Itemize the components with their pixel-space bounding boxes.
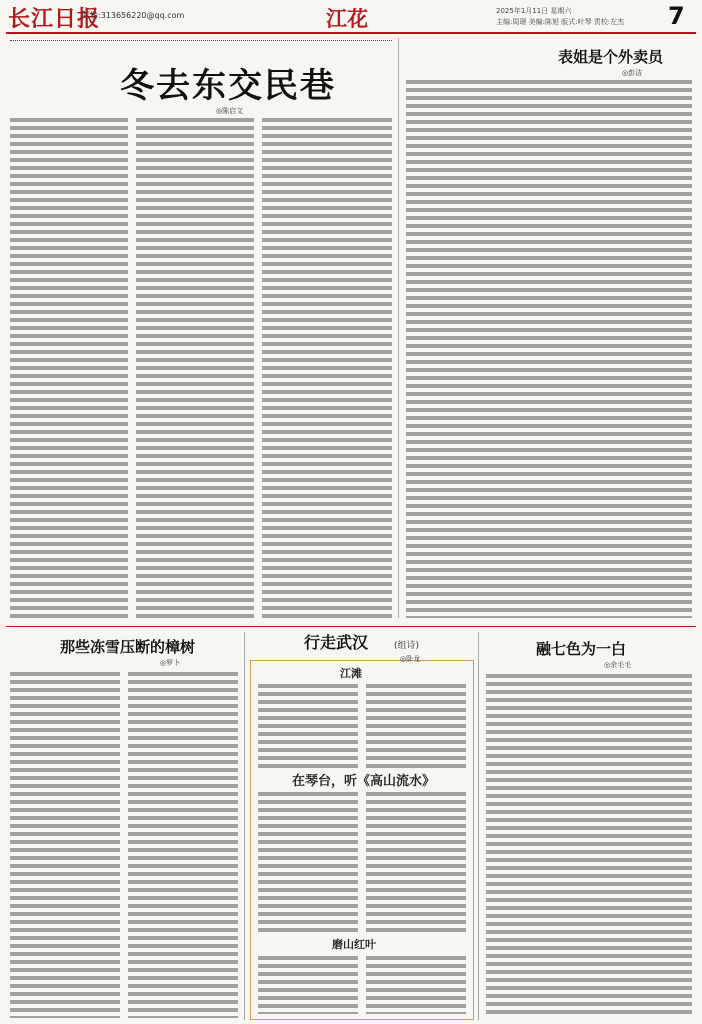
- contact-email[interactable]: 邮箱:313656220@qq.com: [82, 11, 185, 20]
- bottom-left-article-body-col1: [10, 672, 120, 1018]
- bottom-left-article-author: ◎罗卜: [160, 659, 181, 667]
- main-article-body-col1: [10, 118, 128, 618]
- column-divider-lower-2: [478, 632, 479, 1020]
- bottom-left-article-title: 那些冻雪压断的樟树: [60, 638, 196, 656]
- page-number: 7: [668, 2, 685, 30]
- section-name: 江花: [326, 6, 368, 31]
- poem-qintai-body-left: [258, 792, 358, 932]
- column-divider-lower-1: [244, 632, 245, 1020]
- bottom-left-article-body-col2: [128, 672, 238, 1018]
- poems-title: 行走武汉: [304, 633, 369, 652]
- poem-moshan-body-right: [366, 956, 466, 1014]
- poem-jiangtan-body-right: [366, 684, 466, 770]
- top-right-article-body: [406, 80, 692, 618]
- dateline: 2025年1月11日 星期六: [496, 7, 572, 15]
- newspaper-name: 长江日报: [8, 6, 101, 32]
- poem-qintai-body-right: [366, 792, 466, 932]
- main-article-body-col3: [262, 118, 392, 618]
- main-article-body-col2: [136, 118, 254, 618]
- masthead-rule: [6, 32, 696, 34]
- main-article-title: 冬去东交民巷: [120, 66, 336, 106]
- poem-jiangtan-body-left: [258, 684, 358, 770]
- lower-section-rule: [6, 626, 696, 627]
- column-divider: [398, 38, 399, 618]
- top-right-article-title: 表姐是个外卖员: [558, 48, 664, 66]
- poem-moshan-body-left: [258, 956, 358, 1014]
- bottom-right-article-title: 融七色为一白: [536, 640, 627, 658]
- poem-heading-jiangtan: 江滩: [340, 667, 362, 680]
- bottom-right-article-author: ◎余毛毛: [604, 661, 632, 669]
- poems-author: ◎卧龙: [400, 655, 421, 663]
- main-title-rule: [10, 40, 392, 41]
- poems-subtitle: (组诗): [394, 641, 420, 651]
- poem-heading-qintai: 在琴台，听《高山流水》: [292, 774, 436, 789]
- poem-heading-moshan: 磨山红叶: [332, 938, 376, 951]
- bottom-right-article-body: [486, 674, 692, 1018]
- staff-credits: 主编:周璟 美编:陈旭 版式:叶琴 责校:左杰: [496, 18, 625, 26]
- masthead: [0, 0, 702, 34]
- top-right-article-author: ◎彭洁: [622, 69, 643, 77]
- main-article-author: ◎陈启文: [216, 107, 244, 115]
